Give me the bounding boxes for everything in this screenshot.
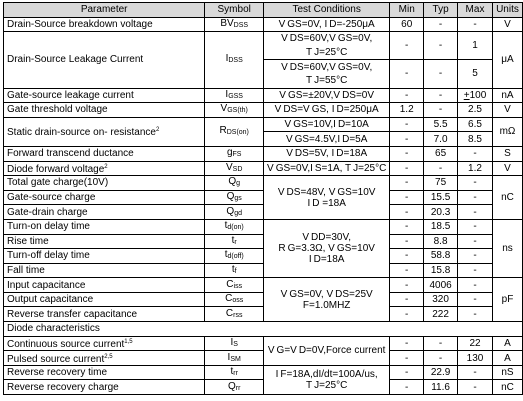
typ-cell: 58.8 (424, 249, 458, 264)
min-cell: - (390, 190, 424, 205)
unit-cell: S (492, 146, 522, 161)
unit-cell: μA (492, 32, 522, 88)
unit-cell: A (492, 336, 522, 351)
table-row (4, 103, 523, 118)
min-cell: - (390, 249, 424, 264)
symbol-cell: Ciss (205, 278, 264, 293)
table-row (4, 176, 523, 191)
max-cell: - (458, 176, 493, 191)
param-cell: Gate-source charge (4, 190, 205, 205)
min-cell: - (390, 205, 424, 220)
min-cell: - (390, 176, 424, 191)
header-max: Max (458, 3, 493, 18)
max-cell: 6.5 (458, 117, 493, 132)
max-cell: 1.2 (458, 161, 493, 176)
min-cell: - (390, 263, 424, 278)
param-cell: Continuous source current$^{1,5}$ (4, 336, 205, 351)
param-cell: Output capacitance (4, 292, 205, 307)
symbol-cell: IGSS (205, 88, 264, 103)
typ-cell: - (424, 336, 458, 351)
typ-cell: 75 (424, 176, 458, 191)
min-cell: - (390, 365, 424, 380)
symbol-cell: Crss (205, 307, 264, 322)
param-cell: Total gate charge(10V) (4, 176, 205, 191)
unit-cell: nS (492, 365, 522, 380)
param-cell: Rise time (4, 234, 205, 249)
min-cell: - (390, 132, 424, 147)
min-cell: - (390, 117, 424, 132)
header-symbol: Symbol (205, 3, 264, 18)
condition-cell: V G=V D=0V,Force current (264, 336, 390, 365)
symbol-cell: Qgs (205, 190, 264, 205)
unit-cell: A (492, 351, 522, 366)
max-cell: - (458, 190, 493, 205)
symbol-cell: RDS(on) (205, 117, 264, 146)
min-cell: - (390, 219, 424, 234)
min-cell: - (390, 380, 424, 395)
unit-cell: nA (492, 88, 522, 103)
table-row (4, 249, 523, 264)
max-cell: - (458, 249, 493, 264)
typ-cell: - (424, 60, 458, 88)
param-cell: Pulsed source current$^{2,5}$ (4, 351, 205, 366)
min-cell: - (390, 60, 424, 88)
param-cell: Drain-Source Leakage Current (4, 32, 205, 88)
symbol-cell: Coss (205, 292, 264, 307)
param-cell: Drain-Source breakdown voltage (4, 17, 205, 32)
header-row (4, 3, 523, 18)
unit-cell: nC (492, 176, 522, 220)
header-min: Min (390, 3, 424, 18)
header-typ: Typ (424, 3, 458, 18)
max-cell: +100 (458, 88, 493, 103)
min-cell: - (390, 307, 424, 322)
param-cell: Gate threshold voltage (4, 103, 205, 118)
condition-cell: V DS=48V, V GS=10V I D =18A (264, 176, 390, 220)
typ-cell: - (424, 88, 458, 103)
max-cell: - (458, 234, 493, 249)
table-row (4, 146, 523, 161)
param-cell: Diode forward voltage$^2$ (4, 161, 205, 176)
condition-cell: T J=55°C (264, 74, 390, 88)
table-row (4, 32, 523, 46)
max-cell: - (458, 278, 493, 293)
table-row (4, 278, 523, 293)
table-row (4, 307, 523, 322)
unit-cell: V (492, 103, 522, 118)
section-row (4, 322, 523, 337)
condition-cell: I F=18A,dI/dt=100A/us, T J=25°C (264, 365, 390, 394)
diode-section-title: Diode characteristics (4, 322, 523, 337)
symbol-cell: td(on) (205, 219, 264, 234)
param-cell: Gate-source leakage current (4, 88, 205, 103)
param-cell: Gate-drain charge (4, 205, 205, 220)
param-cell: Turn-off delay time (4, 249, 205, 264)
unit-cell: V (492, 161, 522, 176)
max-cell: - (458, 380, 493, 395)
max-cell: 8.5 (458, 132, 493, 147)
min-cell: - (390, 292, 424, 307)
symbol-cell: Qgd (205, 205, 264, 220)
typ-cell: - (424, 32, 458, 60)
symbol-cell: Qg (205, 176, 264, 191)
param-cell: Input capacitance (4, 278, 205, 293)
min-cell: - (390, 336, 424, 351)
condition-cell: V DS=60V,V GS=0V, (264, 32, 390, 46)
table-row (4, 17, 523, 32)
unit-cell: V (492, 17, 522, 32)
max-cell: - (458, 292, 493, 307)
unit-cell: mΩ (492, 117, 522, 146)
typ-cell: 4006 (424, 278, 458, 293)
table-row (4, 336, 523, 351)
max-cell: - (458, 17, 493, 32)
condition-cell: V GS=0V, I D=-250μA (264, 17, 390, 32)
condition-cell: V DS=V GS, I D=250μA (264, 103, 390, 118)
symbol-cell: IDSS (205, 32, 264, 88)
condition-cell: V GS=0V, V DS=25V F=1.0MHZ (264, 278, 390, 322)
symbol-cell: Qrr (205, 380, 264, 395)
table-row (4, 380, 523, 395)
symbol-cell: td(off) (205, 249, 264, 264)
min-cell: 60 (390, 17, 424, 32)
symbol-cell: IS (205, 336, 264, 351)
max-cell: - (458, 263, 493, 278)
condition-cell: V DD=30V, R G=3.3Ω, V GS=10V I D=18A (264, 219, 390, 277)
typ-cell: 222 (424, 307, 458, 322)
typ-cell: - (424, 161, 458, 176)
table-row (4, 292, 523, 307)
typ-cell: - (424, 351, 458, 366)
header-conditions: Test Conditions (264, 3, 390, 18)
typ-cell: 15.8 (424, 263, 458, 278)
typ-cell: - (424, 103, 458, 118)
table-row (4, 219, 523, 234)
condition-cell: V GS=10V,I D=10A (264, 117, 390, 132)
max-cell: 130 (458, 351, 493, 366)
typ-cell: 15.5 (424, 190, 458, 205)
symbol-cell: tf (205, 263, 264, 278)
condition-cell: V DS=60V,V GS=0V, (264, 60, 390, 74)
table-row (4, 190, 523, 205)
typ-cell: 11.6 (424, 380, 458, 395)
header-parameter: Parameter (4, 3, 205, 18)
condition-cell: V GS=0V,I S=1A, T J=25°C (264, 161, 390, 176)
table-row (4, 234, 523, 249)
typ-cell: 5.5 (424, 117, 458, 132)
symbol-cell: tr (205, 234, 264, 249)
symbol-cell: BVDSS (205, 17, 264, 32)
table-row (4, 88, 523, 103)
condition-cell: V DS=5V, I D=18A (264, 146, 390, 161)
typ-cell: - (424, 17, 458, 32)
param-cell: Static drain-source on- resistance$^2$ (4, 117, 205, 146)
header-units: Units (492, 3, 522, 18)
min-cell: - (390, 351, 424, 366)
max-cell: - (458, 219, 493, 234)
param-cell: Reverse recovery charge (4, 380, 205, 395)
typ-cell: 22.9 (424, 365, 458, 380)
symbol-cell: ISM (205, 351, 264, 366)
param-cell: Turn-on delay time (4, 219, 205, 234)
table-row (4, 351, 523, 366)
max-cell: 5 (458, 60, 493, 88)
electrical-characteristics-sheet (3, 2, 523, 395)
param-cell: Forward transcend ductance (4, 146, 205, 161)
table-row (4, 117, 523, 132)
typ-cell: 320 (424, 292, 458, 307)
typ-cell: 7.0 (424, 132, 458, 147)
condition-cell: V GS=4.5V,I D=5A (264, 132, 390, 147)
typ-cell: 8.8 (424, 234, 458, 249)
table-row (4, 205, 523, 220)
condition-cell: V GS=±20V,V DS=0V (264, 88, 390, 103)
param-cell: Fall time (4, 263, 205, 278)
min-cell: - (390, 88, 424, 103)
min-cell: - (390, 146, 424, 161)
max-cell: - (458, 146, 493, 161)
min-cell: - (390, 161, 424, 176)
param-cell: Reverse recovery time (4, 365, 205, 380)
max-cell: - (458, 365, 493, 380)
table-row (4, 263, 523, 278)
table-row (4, 365, 523, 380)
symbol-cell: trr (205, 365, 264, 380)
typ-cell: 20.3 (424, 205, 458, 220)
typ-cell: 65 (424, 146, 458, 161)
table-row (4, 161, 523, 176)
unit-cell: pF (492, 278, 522, 322)
min-cell: 1.2 (390, 103, 424, 118)
min-cell: - (390, 278, 424, 293)
symbol-cell: VGS(th) (205, 103, 264, 118)
symbol-cell: VSD (205, 161, 264, 176)
min-cell: - (390, 32, 424, 60)
param-cell: Reverse transfer capacitance (4, 307, 205, 322)
electrical-characteristics-table (3, 2, 523, 395)
max-cell: - (458, 205, 493, 220)
max-cell: 2.5 (458, 103, 493, 118)
min-cell: - (390, 234, 424, 249)
max-cell: - (458, 307, 493, 322)
typ-cell: 18.5 (424, 219, 458, 234)
unit-cell: nC (492, 380, 522, 395)
max-cell: 22 (458, 336, 493, 351)
unit-cell: ns (492, 219, 522, 277)
symbol-cell: gFS (205, 146, 264, 161)
condition-cell: T J=25°C (264, 46, 390, 60)
max-cell: 1 (458, 32, 493, 60)
